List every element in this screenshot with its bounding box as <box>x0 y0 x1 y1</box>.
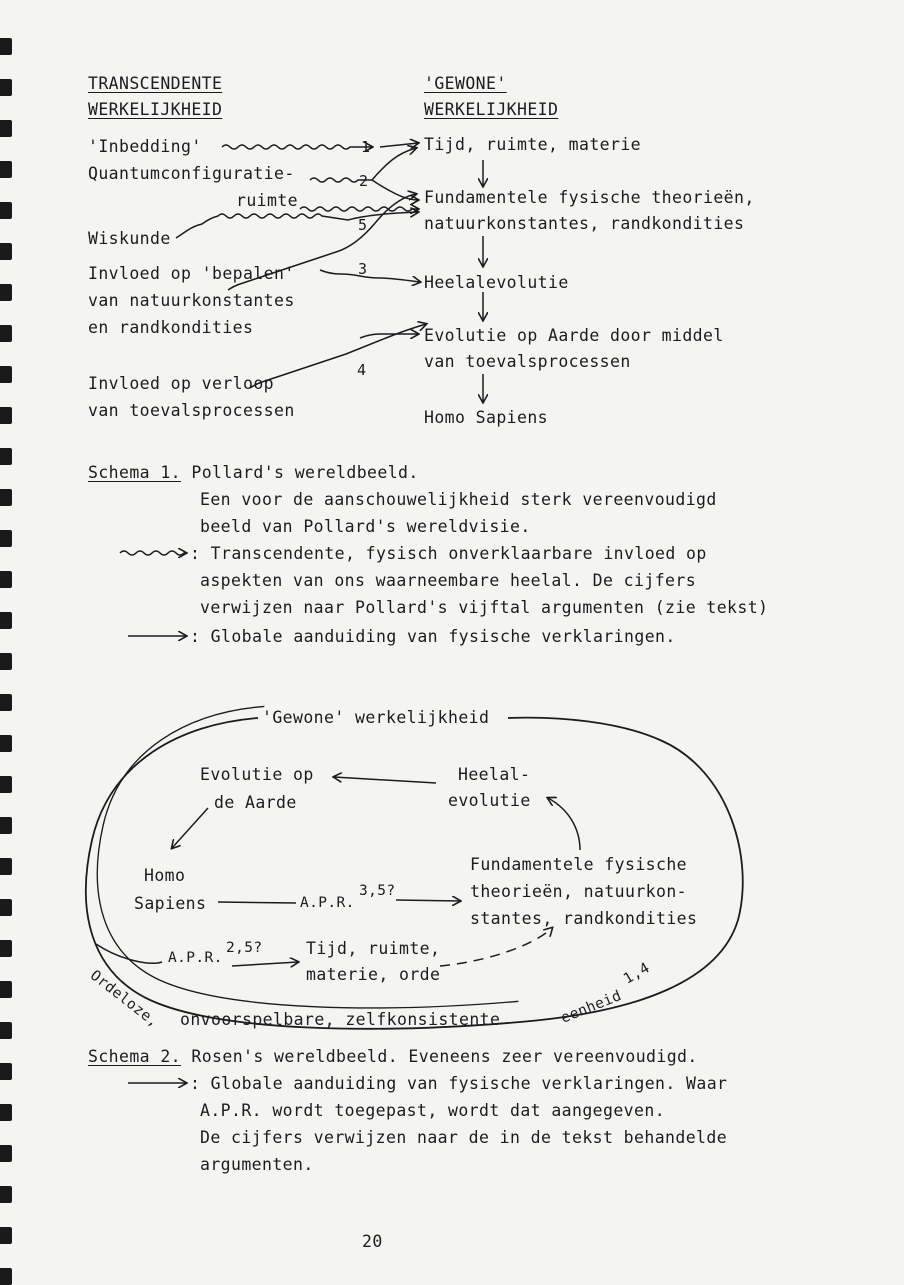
wavy-arrow-1 <box>222 145 372 149</box>
schema2-apr-right: A.P.R. <box>300 895 355 911</box>
schema1-tijd: Tijd, ruimte, materie <box>424 135 642 154</box>
schema2-arrows <box>96 777 580 1083</box>
schema1-left-header-line2: WERKELIJKHEID <box>88 100 223 119</box>
schema1-invloed-bepalen-line3: en randkondities <box>88 318 254 337</box>
schema2-fundamentele-line1: Fundamentele fysische <box>470 855 688 874</box>
schema1-quantum-line1: Quantumconfiguratie- <box>88 164 295 183</box>
wavy-arrow-1b <box>380 143 418 147</box>
schema2-ring <box>86 706 743 1028</box>
schema1-evolutie-line1: Evolutie op Aarde door middel <box>424 326 724 345</box>
wavy-arrow-3b <box>320 270 420 282</box>
schema1-legend-straight: : Globale aanduiding van fysische verklaringen. <box>190 627 676 646</box>
schema1-invloed-bepalen-line2: van natuurkonstantes <box>88 291 295 310</box>
schema1-legend-wavy-line2: aspekten van ons waarneembare heelal. De cijfers <box>200 571 697 590</box>
wavy-arrow-2b <box>372 180 418 200</box>
schema1-caption-line3: beeld van Pollard's wereldvisie. <box>200 517 531 536</box>
schema2-evolutie-line1: Evolutie op <box>200 765 314 784</box>
schema1-heelalevolutie: Heelalevolutie <box>424 273 569 292</box>
schema1-arrow-number: 3 <box>358 260 368 278</box>
wavy-arrow-5 <box>300 207 418 211</box>
schema2-heelal-line2: evolutie <box>448 791 531 810</box>
schema1-legend-symbols <box>120 551 186 636</box>
arrow-heelal-to-evolutie <box>334 777 436 783</box>
schema2-tijd-line2: materie, orde <box>306 965 441 984</box>
arrow-evolutie-to-homo <box>172 808 208 848</box>
arrow-apr-to-tijd <box>232 962 298 966</box>
schema1-right-header-line2: WERKELIJKHEID <box>424 100 559 119</box>
schema2-caption-title: Rosen's wereldbeeld. Eveneens zeer vereenvoudigd. <box>191 1047 698 1066</box>
schema1-caption-label: Schema 1. <box>88 463 182 482</box>
wavy-arrow-2 <box>310 148 416 182</box>
schema1-invloed-bepalen-line1: Invloed op 'bepalen' <box>88 264 295 283</box>
schema1-arrow-number: 5 <box>358 216 368 234</box>
schema2-caption-label: Schema 2. <box>88 1047 182 1066</box>
schema2-legend-line1: : Globale aanduiding van fysische verklaringen. Waar <box>190 1074 728 1093</box>
schema1-right-header-line1: 'GEWONE' <box>424 74 507 93</box>
schema2-ring-text-right: eenheid <box>558 987 625 1027</box>
page-number: 20 <box>362 1232 383 1251</box>
schema1-inbedding: 'Inbedding' <box>88 137 202 156</box>
schema2-homo-line2: Sapiens <box>134 894 207 913</box>
schema2-heelal-line1: Heelal- <box>458 765 531 784</box>
schema1-invloed-verloop-line2: van toevalsprocessen <box>88 401 295 420</box>
schema1-arrow-number: 4 <box>357 361 367 379</box>
schema1-arrow-number: 1 <box>361 138 371 156</box>
schema1-caption-line2: Een voor de aanschouwelijkheid sterk vereenvoudigd <box>200 490 717 509</box>
schema2-legend-line3: De cijfers verwijzen naar de in de tekst behandelde <box>200 1128 728 1147</box>
schema2-fundamentele-line3: stantes, randkondities <box>470 909 698 928</box>
schema2-apr-left: A.P.R. <box>168 950 223 966</box>
schema1-evolutie-line2: van toevalsprocessen <box>424 352 631 371</box>
schema1-legend-wavy-line3: verwijzen naar Pollard's vijftal argumenten (zie tekst) <box>200 598 769 617</box>
schema1-legend-wavy-line1: : Transcendente, fysisch onverklaarbare invloed op <box>190 544 707 563</box>
schema1-left-header-line1: TRANSCENDENTE <box>88 74 223 93</box>
schema1-caption-title: Pollard's wereldbeeld. <box>191 463 419 482</box>
schema2-top-label: 'Gewone' werkelijkheid <box>262 708 490 727</box>
schema2-legend-line4: argumenten. <box>200 1155 314 1174</box>
arrow-ring-to-apr <box>96 944 162 963</box>
arrow-fundamentele-to-heelal <box>548 798 580 850</box>
schema1-invloed-verloop-line1: Invloed op verloop <box>88 374 275 393</box>
schema1-fundamentele-line1: Fundamentele fysische theorieën, <box>424 188 755 207</box>
schema2-legend-line2: A.P.R. wordt toegepast, wordt dat aangegeven. <box>200 1101 666 1120</box>
schema2-apr-left-numbers: 2,5? <box>226 940 263 956</box>
schema2-ring-text-left: Ordeloze, <box>86 967 162 1031</box>
arrow-homo-to-fundamentele <box>218 902 296 903</box>
schema2-homo-line1: Homo <box>144 866 186 885</box>
schema1-arrow-number: 2 <box>359 172 369 190</box>
schema2-tijd-line1: Tijd, ruimte, <box>306 939 441 958</box>
arrow-apr-to-fundamentele <box>396 900 460 901</box>
schema2-evolutie-line2: de Aarde <box>214 793 297 812</box>
schema1-wavy-arrows <box>176 143 426 388</box>
schema2-ring-text-bottom: onvoorspelbare, zelfkonsistente <box>180 1010 501 1029</box>
schema2-fundamentele-line2: theorieën, natuurkon- <box>470 882 688 901</box>
schema1-wiskunde: Wiskunde <box>88 229 171 248</box>
arrow-tijd-to-fundamentele <box>440 928 552 966</box>
schema2-apr-right-numbers: 3,5? <box>359 883 396 899</box>
schema1-quantum-line2: ruimte <box>236 191 299 210</box>
schema2-ring-numbers: 1,4 <box>621 960 653 988</box>
schema1-fundamentele-line2: natuurkonstantes, randkondities <box>424 214 745 233</box>
schema1-homo-sapiens: Homo Sapiens <box>424 408 549 427</box>
legend-wavy-arrow <box>120 551 186 555</box>
